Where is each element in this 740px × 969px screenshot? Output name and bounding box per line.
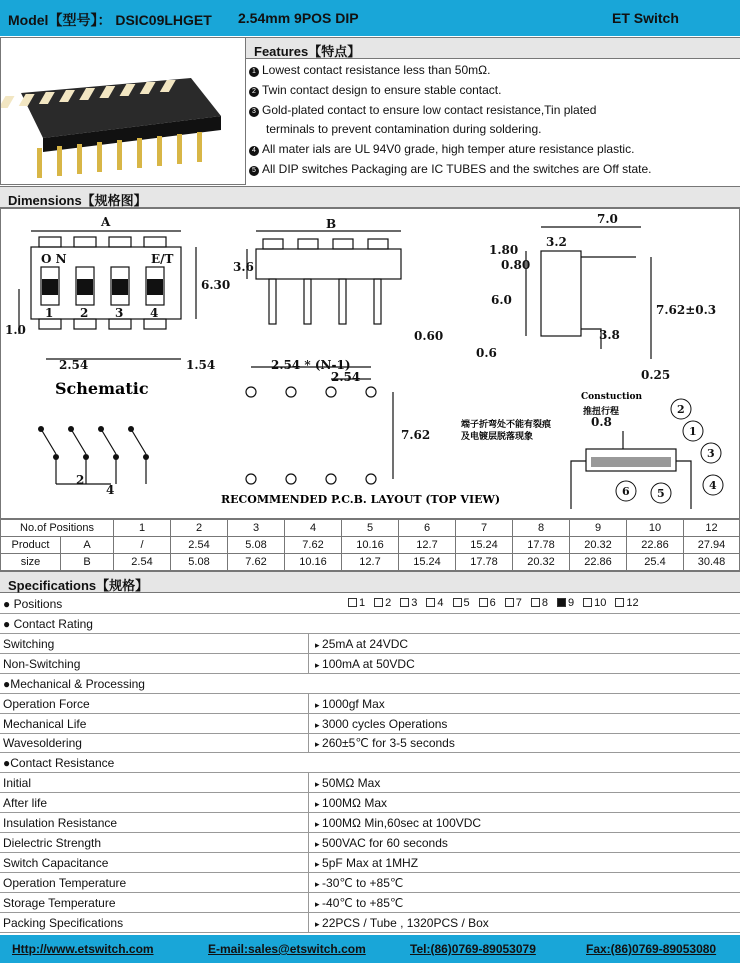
checkbox-label: 2 <box>385 597 392 609</box>
svg-text:7.0: 7.0 <box>597 212 618 226</box>
label-on: O N <box>41 252 67 266</box>
number-bullet-icon: 3 <box>249 107 259 117</box>
spec-value: ▸ -30℃ to +85℃ <box>308 873 409 893</box>
website-link[interactable]: Http://www.etswitch.com <box>12 942 154 956</box>
dim-a: A <box>101 215 111 229</box>
position-checkbox[interactable] <box>615 597 638 609</box>
construction-label: Constuction <box>581 392 643 402</box>
spec-row <box>0 634 740 654</box>
table-cell: 5.08 <box>171 554 228 571</box>
svg-text:0.80: 0.80 <box>501 258 531 272</box>
svg-text:2.54: 2.54 <box>59 358 89 372</box>
table-header-cell: 1 <box>114 520 171 537</box>
table-cell: 12.7 <box>399 537 456 554</box>
label-et: E/T <box>151 252 174 266</box>
features-title: Features【特点】 <box>246 37 740 59</box>
svg-text:7.62±0.3: 7.62±0.3 <box>656 303 717 317</box>
svg-text:推扭行程: 推扭行程 <box>583 407 620 417</box>
svg-text:3.8: 3.8 <box>599 328 620 342</box>
position-checkbox[interactable] <box>531 597 548 609</box>
svg-text:5: 5 <box>657 487 665 500</box>
checkbox-label: 12 <box>626 597 639 609</box>
checkbox-label: 8 <box>541 597 548 609</box>
table-header-cell: 10 <box>627 520 684 537</box>
checkbox-label: 5 <box>463 597 470 609</box>
unchecked-box-icon <box>348 598 357 607</box>
spec-value: ▸ 260±5℃ for 3-5 seconds <box>308 733 461 753</box>
table-header-cell: 9 <box>570 520 627 537</box>
spec-value: ▸ 25mA at 24VDC <box>308 634 414 654</box>
title-bar <box>0 0 740 36</box>
feature-item <box>249 63 490 77</box>
table-cell: / <box>114 537 171 554</box>
svg-text:2: 2 <box>76 473 85 487</box>
spec-row <box>0 793 740 813</box>
position-checkbox[interactable] <box>348 597 365 609</box>
spec-value: ▸ 3000 cycles Operations <box>308 714 453 734</box>
position-checkbox[interactable] <box>426 597 443 609</box>
feature-text: terminals to prevent contamination during soldering. <box>266 122 542 137</box>
positions-options <box>348 597 648 609</box>
brand-name: ET Switch <box>612 10 679 26</box>
table-cell: 22.86 <box>627 537 684 554</box>
unchecked-box-icon <box>453 598 462 607</box>
fax-text: Fax:(86)0769-89053080 <box>586 942 717 956</box>
spec-key: Wavesoldering <box>3 736 82 751</box>
svg-text:4: 4 <box>106 483 115 497</box>
feature-item <box>249 142 634 156</box>
svg-text:及电镀层脱落现象: 及电镀层脱落现象 <box>461 432 534 442</box>
checkbox-label: 1 <box>359 597 366 609</box>
spec-row <box>0 833 740 853</box>
svg-text:1.0: 1.0 <box>5 323 26 337</box>
position-checkbox[interactable] <box>583 597 606 609</box>
spec-key: Operation Temperature <box>3 875 127 890</box>
table-cell: B <box>61 554 114 571</box>
svg-text:6: 6 <box>622 485 630 498</box>
table-cell: 22.86 <box>570 554 627 571</box>
table-cell: 15.24 <box>456 537 513 554</box>
unchecked-box-icon <box>400 598 409 607</box>
unchecked-box-icon <box>615 598 624 607</box>
footer-bar <box>0 935 740 963</box>
spec-row <box>0 893 740 913</box>
svg-text:6.30: 6.30 <box>201 278 231 292</box>
table-cell: 15.24 <box>399 554 456 571</box>
feature-item <box>249 162 652 176</box>
svg-text:1: 1 <box>45 306 54 320</box>
number-bullet-icon: 4 <box>249 146 259 156</box>
position-checkbox[interactable] <box>400 597 417 609</box>
svg-text:2: 2 <box>80 306 89 320</box>
feature-text: All mater ials are UL 94V0 grade, high temper ature resistance plastic. <box>262 142 635 157</box>
checkbox-label: 6 <box>489 597 496 609</box>
position-checkbox[interactable] <box>479 597 496 609</box>
unchecked-box-icon <box>505 598 514 607</box>
svg-text:1: 1 <box>689 425 697 438</box>
checkbox-label: 7 <box>515 597 522 609</box>
position-checkbox[interactable] <box>453 597 470 609</box>
table-cell: 7.62 <box>228 554 285 571</box>
unchecked-box-icon <box>374 598 383 607</box>
spec-row <box>0 614 740 634</box>
unchecked-box-icon <box>531 598 540 607</box>
table-header-cell: 8 <box>513 520 570 537</box>
spec-value: ▸ 500VAC for 60 seconds <box>308 833 454 853</box>
spec-row <box>0 654 740 674</box>
position-checkbox[interactable] <box>557 597 574 609</box>
model-title: Model【型号】： DSIC09LHGET <box>8 12 212 28</box>
spec-title: 2.54mm 9POS DIP <box>238 10 359 26</box>
unchecked-box-icon <box>479 598 488 607</box>
spec-row <box>0 753 740 773</box>
svg-text:1.80: 1.80 <box>489 243 519 257</box>
spec-key: Insulation Resistance <box>3 816 118 830</box>
table-cell: 5.08 <box>228 537 285 554</box>
feature-text: Twin contact design to ensure stable contact. <box>262 82 502 97</box>
position-checkbox[interactable] <box>505 597 522 609</box>
svg-text:3.6: 3.6 <box>233 260 254 274</box>
spec-row <box>0 733 740 753</box>
spec-key: ●Contact Resistance <box>3 756 115 771</box>
spec-key: Switching <box>3 636 55 651</box>
table-header-cell: 6 <box>399 520 456 537</box>
svg-text:2.54: 2.54 <box>331 370 361 384</box>
svg-text:0.8: 0.8 <box>591 415 612 429</box>
svg-text:3: 3 <box>707 447 715 460</box>
spec-key: Switch Capacitance <box>3 855 109 870</box>
spec-key: ● Contact Rating <box>3 617 93 631</box>
table-cell: 2.54 <box>171 537 228 554</box>
table-header-cell: No.of Positions <box>1 520 114 537</box>
dimension-diagram <box>1 209 739 518</box>
spec-key: Initial <box>3 776 32 791</box>
svg-text:4: 4 <box>150 306 159 320</box>
spec-row <box>0 813 740 833</box>
table-cell: 27.94 <box>684 537 740 554</box>
feature-text: Lowest contact resistance less than 50mΩ. <box>262 63 491 77</box>
feature-item <box>249 83 501 97</box>
product-photo <box>0 37 246 185</box>
svg-text:7.62: 7.62 <box>401 428 431 442</box>
svg-text:1.54: 1.54 <box>186 358 216 372</box>
spec-key: Operation Force <box>3 696 90 711</box>
svg-text:6.0: 6.0 <box>491 293 512 307</box>
pcb-layout-label: RECOMMENDED P.C.B. LAYOUT (TOP VIEW) <box>221 493 501 506</box>
spec-value: ▸ 100mA at 50VDC <box>308 654 421 674</box>
number-bullet-icon: 5 <box>249 166 259 176</box>
checkbox-label: 3 <box>411 597 418 609</box>
table-header-cell: 2 <box>171 520 228 537</box>
svg-text:4: 4 <box>709 479 717 492</box>
spec-key: ●Mechanical & Processing <box>3 676 145 691</box>
spec-row <box>0 853 740 873</box>
dimension-drawings <box>0 208 740 519</box>
feature-text: Gold-plated contact to ensure low contact resistance,Tin plated <box>262 102 597 117</box>
table-cell: 17.78 <box>456 554 513 571</box>
unchecked-box-icon <box>583 598 592 607</box>
spec-row <box>0 773 740 793</box>
spec-key: Non-Switching <box>3 656 81 671</box>
table-header-cell: 4 <box>285 520 342 537</box>
table-cell: 20.32 <box>570 537 627 554</box>
svg-text:0.25: 0.25 <box>641 368 671 382</box>
spec-value: ▸ 50MΩ Max <box>308 773 386 793</box>
table-cell: 10.16 <box>342 537 399 554</box>
schematic-label: Schematic <box>55 379 149 398</box>
feature-item <box>249 103 596 117</box>
email-link[interactable]: E-mail:sales@etswitch.com <box>208 942 366 956</box>
feature-text: All DIP switches Packaging are IC TUBES and the switches are Off state. <box>262 162 652 176</box>
table-cell: 20.32 <box>513 554 570 571</box>
svg-text:3: 3 <box>115 306 124 320</box>
spec-row <box>0 714 740 734</box>
feature-item <box>266 122 541 136</box>
spec-row <box>0 694 740 714</box>
table-cell: A <box>61 537 114 554</box>
positions-size-table <box>0 519 740 571</box>
number-bullet-icon: 1 <box>249 67 259 77</box>
dimensions-title: Dimensions【规格图】 <box>0 186 740 208</box>
svg-text:3.2: 3.2 <box>546 235 567 249</box>
table-cell: 17.78 <box>513 537 570 554</box>
dim-b: B <box>326 217 337 231</box>
number-bullet-icon: 2 <box>249 87 259 97</box>
spec-key: Mechanical Life <box>3 716 87 731</box>
spec-key: Packing Specifications <box>3 915 124 930</box>
spec-value: ▸ 100MΩ Min,60sec at 100VDC <box>308 813 487 833</box>
table-header-cell: 5 <box>342 520 399 537</box>
phone-text: Tel:(86)0769-89053079 <box>410 942 536 956</box>
table-cell: 10.16 <box>285 554 342 571</box>
table-cell: 30.48 <box>684 554 740 571</box>
table-cell: 2.54 <box>114 554 171 571</box>
checkbox-label: 9 <box>568 597 575 609</box>
svg-text:2.54 * (N-1): 2.54 * (N-1) <box>271 358 351 372</box>
spec-value: ▸ -40℃ to +85℃ <box>308 893 409 913</box>
spec-value: ▸ 5pF Max at 1MHZ <box>308 853 424 873</box>
table-header-cell: 7 <box>456 520 513 537</box>
unchecked-box-icon <box>426 598 435 607</box>
svg-text:0.6: 0.6 <box>476 346 497 360</box>
table-header-cell: 12 <box>684 520 740 537</box>
row-label: Product <box>1 537 61 554</box>
table-cell: 25.4 <box>627 554 684 571</box>
row-label: size <box>1 554 61 571</box>
checked-box-icon <box>557 598 566 607</box>
spec-value: ▸ 22PCS / Tube , 1320PCS / Box <box>308 913 495 933</box>
table-cell: 7.62 <box>285 537 342 554</box>
position-checkbox[interactable] <box>374 597 391 609</box>
table-cell: 12.7 <box>342 554 399 571</box>
checkbox-label: 4 <box>437 597 444 609</box>
svg-text:0.60: 0.60 <box>414 329 444 343</box>
spec-row <box>0 873 740 893</box>
spec-value: ▸ 100MΩ Max <box>308 793 393 813</box>
dip-switch-photo <box>1 38 245 184</box>
spec-row <box>0 674 740 694</box>
spec-row <box>0 913 740 933</box>
svg-text:端子折弯处不能有裂痕: 端子折弯处不能有裂痕 <box>461 420 552 430</box>
spec-key: Storage Temperature <box>3 895 116 910</box>
specifications-title: Specifications【规格】 <box>0 571 740 593</box>
table-header-cell: 3 <box>228 520 285 537</box>
spec-key: Dielectric Strength <box>3 835 102 850</box>
positions-row: ● Positions 1 2 3 4 5 6 7 8 9 10 12 <box>0 594 740 614</box>
spec-key: After life <box>3 796 48 811</box>
spec-value: ▸ 1000gf Max <box>308 694 391 714</box>
checkbox-label: 10 <box>594 597 607 609</box>
svg-text:2: 2 <box>677 403 685 416</box>
